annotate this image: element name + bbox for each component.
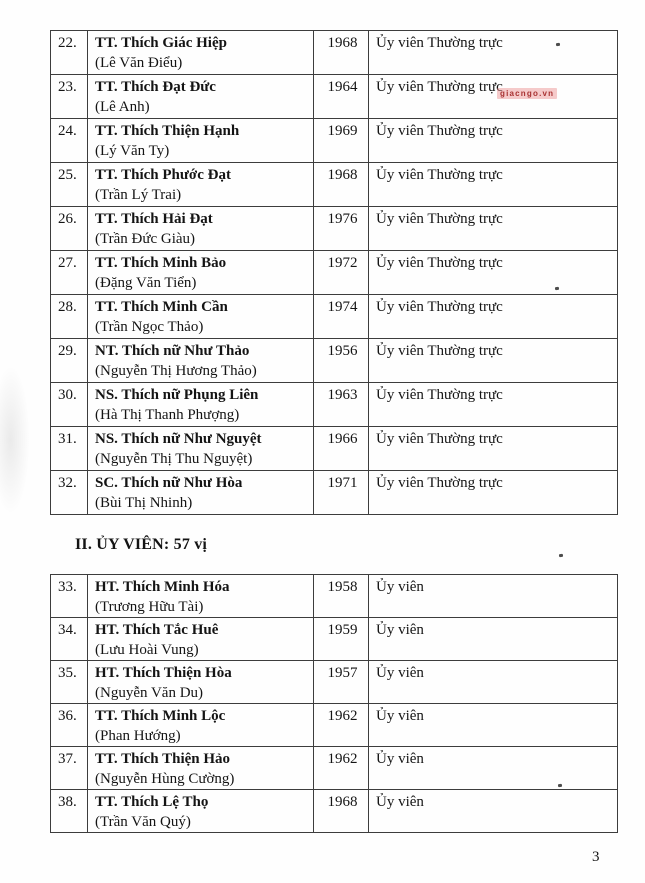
dharma-name: TT. Thích Đạt Đức bbox=[95, 79, 216, 95]
dharma-name: TT. Thích Minh Lộc bbox=[95, 708, 226, 724]
birth-year: 1957 bbox=[314, 661, 369, 704]
row-number: 22. bbox=[51, 31, 88, 75]
birth-name: (Lưu Hoài Vung) bbox=[95, 642, 199, 658]
member-row bbox=[51, 575, 618, 618]
standing-members-table bbox=[50, 30, 618, 515]
member-name-cell bbox=[88, 251, 314, 295]
scan-speck bbox=[555, 287, 559, 291]
member-role: Ủy viên Thường trực bbox=[369, 383, 618, 427]
member-row bbox=[51, 251, 618, 295]
dharma-name: NS. Thích nữ Phụng Liên bbox=[95, 387, 259, 403]
birth-name: (Nguyễn Văn Du) bbox=[95, 685, 204, 701]
member-role: Ủy viên Thường trực bbox=[369, 75, 618, 119]
member-row bbox=[51, 295, 618, 339]
row-number: 29. bbox=[51, 339, 88, 383]
row-number: 36. bbox=[51, 704, 88, 747]
row-number: 25. bbox=[51, 163, 88, 207]
member-role: Ủy viên bbox=[369, 747, 618, 790]
birth-name: (Trần Văn Quý) bbox=[95, 814, 191, 830]
row-number: 28. bbox=[51, 295, 88, 339]
row-number: 23. bbox=[51, 75, 88, 119]
birth-year: 1964 bbox=[314, 75, 369, 119]
birth-year: 1958 bbox=[314, 575, 369, 618]
members-table bbox=[50, 574, 618, 833]
member-row bbox=[51, 163, 618, 207]
member-name-cell bbox=[88, 207, 314, 251]
member-name-cell bbox=[88, 383, 314, 427]
birth-name: (Trần Lý Trai) bbox=[95, 187, 182, 203]
birth-name: (Đặng Văn Tiển) bbox=[95, 275, 197, 291]
row-number: 38. bbox=[51, 790, 88, 833]
member-role: Ủy viên Thường trực bbox=[369, 207, 618, 251]
member-name-cell bbox=[88, 471, 314, 515]
birth-name: (Trần Ngọc Thảo) bbox=[95, 319, 204, 335]
birth-year: 1963 bbox=[314, 383, 369, 427]
row-number: 27. bbox=[51, 251, 88, 295]
birth-year: 1969 bbox=[314, 119, 369, 163]
member-role: Ủy viên Thường trực bbox=[369, 31, 618, 75]
dharma-name: HT. Thích Thiện Hòa bbox=[95, 665, 232, 681]
member-row bbox=[51, 31, 618, 75]
member-row bbox=[51, 383, 618, 427]
birth-name: (Bùi Thị Nhinh) bbox=[95, 495, 193, 511]
member-role: Ủy viên Thường trực bbox=[369, 119, 618, 163]
member-name-cell bbox=[88, 790, 314, 833]
member-row bbox=[51, 207, 618, 251]
member-row bbox=[51, 339, 618, 383]
dharma-name: NT. Thích nữ Như Thảo bbox=[95, 343, 250, 359]
birth-year: 1972 bbox=[314, 251, 369, 295]
row-number: 34. bbox=[51, 618, 88, 661]
member-row bbox=[51, 427, 618, 471]
birth-name: (Trương Hữu Tài) bbox=[95, 599, 204, 615]
birth-year: 1962 bbox=[314, 704, 369, 747]
dharma-name: TT. Thích Lệ Thọ bbox=[95, 794, 209, 810]
member-name-cell bbox=[88, 427, 314, 471]
member-name-cell bbox=[88, 295, 314, 339]
dharma-name: TT. Thích Hải Đạt bbox=[95, 211, 213, 227]
birth-year: 1968 bbox=[314, 31, 369, 75]
member-name-cell bbox=[88, 661, 314, 704]
member-role: Ủy viên bbox=[369, 575, 618, 618]
row-number: 26. bbox=[51, 207, 88, 251]
member-row bbox=[51, 790, 618, 833]
member-name-cell bbox=[88, 75, 314, 119]
member-role: Ủy viên Thường trực bbox=[369, 471, 618, 515]
birth-name: (Lý Văn Ty) bbox=[95, 143, 170, 159]
birth-year: 1956 bbox=[314, 339, 369, 383]
dharma-name: TT. Thích Giác Hiệp bbox=[95, 35, 227, 51]
member-role: Ủy viên Thường trực bbox=[369, 339, 618, 383]
member-name-cell bbox=[88, 704, 314, 747]
row-number: 32. bbox=[51, 471, 88, 515]
scan-speck bbox=[558, 784, 562, 788]
dharma-name: TT. Thích Minh Bảo bbox=[95, 255, 227, 271]
dharma-name: NS. Thích nữ Như Nguyệt bbox=[95, 431, 262, 447]
row-number: 24. bbox=[51, 119, 88, 163]
member-role: Ủy viên bbox=[369, 661, 618, 704]
birth-year: 1974 bbox=[314, 295, 369, 339]
member-name-cell bbox=[88, 119, 314, 163]
member-row bbox=[51, 704, 618, 747]
birth-name: (Nguyễn Hùng Cường) bbox=[95, 771, 235, 787]
birth-year: 1959 bbox=[314, 618, 369, 661]
scan-speck bbox=[556, 43, 560, 47]
member-role: Ủy viên Thường trực bbox=[369, 427, 618, 471]
section-uy-vien-header: II. ỦY VIÊN: 57 vị bbox=[75, 536, 208, 553]
birth-year: 1968 bbox=[314, 790, 369, 833]
scan-smudge bbox=[0, 365, 30, 515]
member-role: Ủy viên Thường trực bbox=[369, 163, 618, 207]
dharma-name: HT. Thích Minh Hóa bbox=[95, 579, 230, 595]
member-role: Ủy viên bbox=[369, 618, 618, 661]
dharma-name: TT. Thích Phước Đạt bbox=[95, 167, 231, 183]
member-role: Ủy viên Thường trực bbox=[369, 251, 618, 295]
page-number: 3 bbox=[592, 849, 600, 865]
birth-name: (Lê Anh) bbox=[95, 99, 150, 115]
birth-year: 1966 bbox=[314, 427, 369, 471]
member-row bbox=[51, 119, 618, 163]
dharma-name: TT. Thích Thiện Hảo bbox=[95, 751, 231, 767]
member-row bbox=[51, 747, 618, 790]
giacngo-watermark: giacngo.vn bbox=[497, 88, 557, 99]
dharma-name: TT. Thích Minh Cần bbox=[95, 299, 228, 315]
member-row bbox=[51, 471, 618, 515]
row-number: 31. bbox=[51, 427, 88, 471]
dharma-name: SC. Thích nữ Như Hòa bbox=[95, 475, 243, 491]
member-name-cell bbox=[88, 618, 314, 661]
member-name-cell bbox=[88, 747, 314, 790]
birth-name: (Lê Văn Điểu) bbox=[95, 55, 183, 71]
member-role: Ủy viên Thường trực bbox=[369, 295, 618, 339]
birth-name: (Hà Thị Thanh Phượng) bbox=[95, 407, 240, 423]
birth-name: (Nguyễn Thị Thu Nguyệt) bbox=[95, 451, 253, 467]
member-name-cell bbox=[88, 31, 314, 75]
birth-name: (Trần Đức Giàu) bbox=[95, 231, 196, 247]
scan-speck bbox=[559, 554, 563, 558]
member-name-cell bbox=[88, 575, 314, 618]
birth-year: 1971 bbox=[314, 471, 369, 515]
member-role: Ủy viên bbox=[369, 790, 618, 833]
dharma-name: TT. Thích Thiện Hạnh bbox=[95, 123, 240, 139]
member-name-cell bbox=[88, 163, 314, 207]
dharma-name: HT. Thích Tắc Huê bbox=[95, 622, 219, 638]
member-role: Ủy viên bbox=[369, 704, 618, 747]
member-row bbox=[51, 618, 618, 661]
birth-name: (Nguyễn Thị Hương Thảo) bbox=[95, 363, 257, 379]
row-number: 35. bbox=[51, 661, 88, 704]
row-number: 37. bbox=[51, 747, 88, 790]
row-number: 30. bbox=[51, 383, 88, 427]
birth-year: 1976 bbox=[314, 207, 369, 251]
member-row bbox=[51, 661, 618, 704]
birth-year: 1968 bbox=[314, 163, 369, 207]
row-number: 33. bbox=[51, 575, 88, 618]
member-name-cell bbox=[88, 339, 314, 383]
birth-name: (Phan Hướng) bbox=[95, 728, 181, 744]
birth-year: 1962 bbox=[314, 747, 369, 790]
